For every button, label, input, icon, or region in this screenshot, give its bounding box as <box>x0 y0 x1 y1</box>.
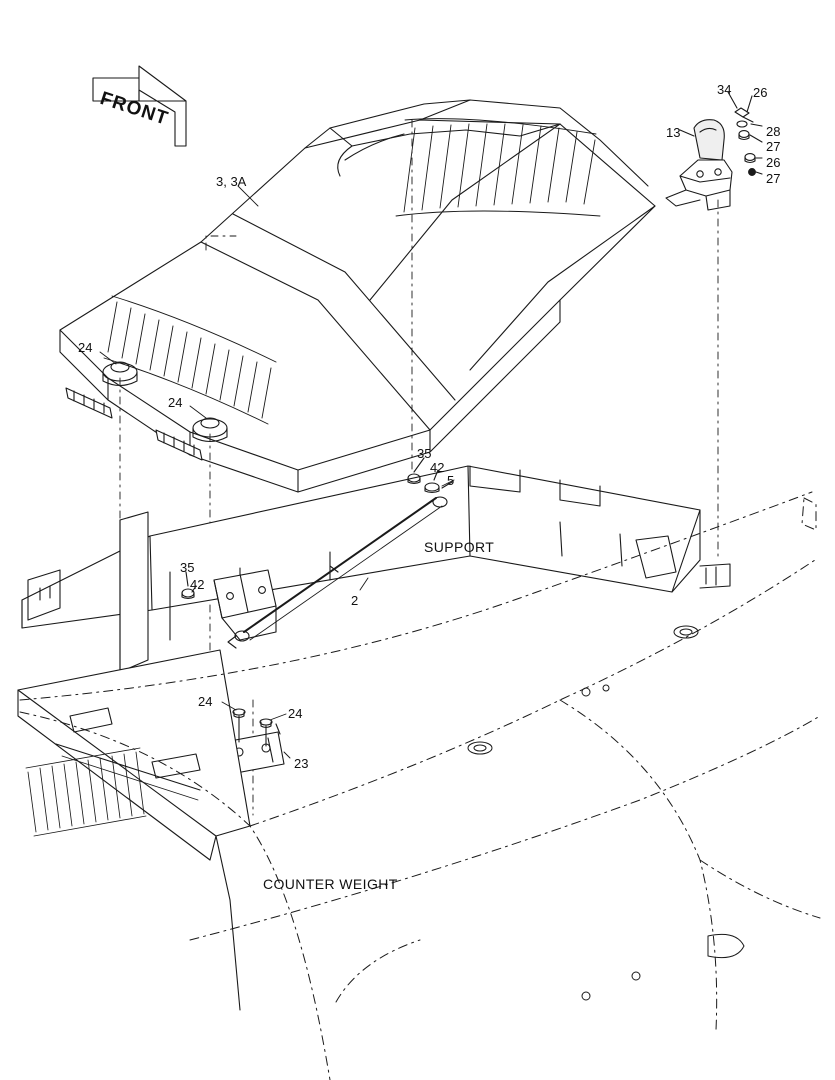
callout-c-26-bot: 26 <box>766 155 781 170</box>
latch-assembly <box>666 92 762 210</box>
callout-c-24-c: 24 <box>198 694 213 709</box>
callout-c-34: 34 <box>717 82 732 97</box>
callout-c-42-b: 42 <box>190 577 205 592</box>
callout-c-28: 28 <box>766 124 781 139</box>
callout-c-5: 5 <box>447 473 455 488</box>
callout-c-23: 23 <box>294 756 309 771</box>
leader-2 <box>360 578 368 590</box>
engine-hood-assembly <box>60 100 655 492</box>
leader-24d <box>270 714 286 720</box>
callout-c-35-b: 35 <box>180 560 195 575</box>
callout-c-13: 13 <box>666 125 681 140</box>
callout-c-26-top: 26 <box>753 85 768 100</box>
callout-c-27-bot: 27 <box>766 171 781 186</box>
callout-c-24-b: 24 <box>168 395 183 410</box>
hardware-bolts <box>735 108 755 175</box>
callout-c-24-d: 24 <box>288 706 303 721</box>
front-label: FRONT <box>97 88 171 130</box>
leader-23 <box>284 752 290 758</box>
counter-weight-body <box>18 650 250 1010</box>
callout-c-24-a: 24 <box>78 340 93 355</box>
callout-c-27-top: 27 <box>766 139 781 154</box>
counter-weight-label: COUNTER WEIGHT <box>263 876 398 892</box>
support-label: SUPPORT <box>424 539 495 555</box>
callout-c-35-a: 35 <box>417 446 432 461</box>
callout-c-42-a: 42 <box>430 460 445 475</box>
support-frame <box>22 466 730 672</box>
callout-c-2: 2 <box>351 593 359 608</box>
callout-c-3-3a: 3, 3A <box>216 174 247 189</box>
